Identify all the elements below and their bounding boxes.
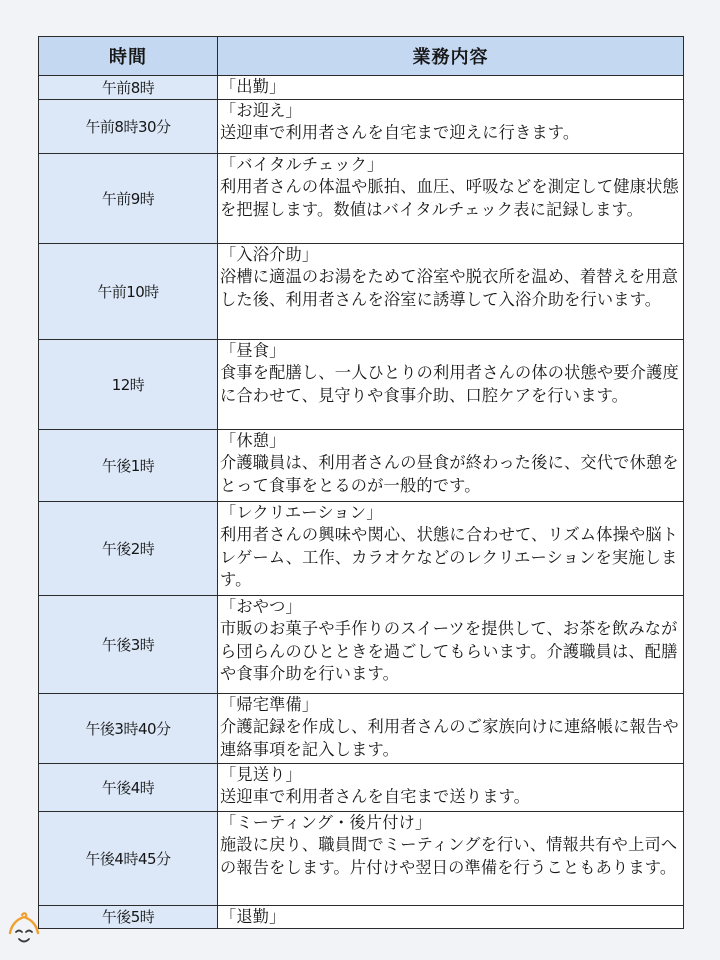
row-time: 午前9時 xyxy=(39,153,218,243)
row-task xyxy=(218,153,684,243)
task-title: 「退勤」 xyxy=(220,906,286,926)
task-description: 送迎車で利用者さんを自宅まで送ります。 xyxy=(220,787,531,806)
row-time: 午前8時30分 xyxy=(39,99,218,153)
row-task xyxy=(218,243,684,339)
row-time: 午後1時 xyxy=(39,429,218,501)
daily-schedule-table xyxy=(38,36,684,929)
mascot-right-eye xyxy=(26,931,32,933)
row-task xyxy=(218,763,684,811)
row-time: 午後2時 xyxy=(39,501,218,595)
table-row xyxy=(39,763,684,811)
row-time: 午後5時 xyxy=(39,905,218,929)
table-row xyxy=(39,429,684,501)
row-task xyxy=(218,76,684,100)
task-title: 「ミーティング・後片付け」 xyxy=(220,812,432,832)
row-time: 午後3時40分 xyxy=(39,693,218,763)
task-title: 「バイタルチェック」 xyxy=(220,154,384,174)
mascot-left-eye xyxy=(16,931,22,933)
task-title: 「入浴介助」 xyxy=(220,244,319,264)
row-task xyxy=(218,339,684,429)
task-title: 「見送り」 xyxy=(220,764,302,784)
task-title: 「休憩」 xyxy=(220,430,286,450)
task-description: 利用者さんの興味や関心、状態に合わせて、リズム体操や脳トレゲーム、工作、カラオケなどのレクリエーションを実施します。 xyxy=(220,525,679,589)
row-time: 午前8時 xyxy=(39,76,218,100)
header-task: 業務内容 xyxy=(218,37,684,76)
row-task xyxy=(218,595,684,693)
row-task xyxy=(218,693,684,763)
task-description: 介護職員は、利用者さんの昼食が終わった後に、交代で休憩をとって食事をとるのが一般的です。 xyxy=(220,453,679,495)
row-task xyxy=(218,99,684,153)
table-row xyxy=(39,99,684,153)
table-row xyxy=(39,76,684,100)
row-time: 午後3時 xyxy=(39,595,218,693)
table-row xyxy=(39,339,684,429)
table-row xyxy=(39,501,684,595)
task-title: 「出勤」 xyxy=(220,77,286,96)
task-description: 介護記録を作成し、利用者さんのご家族向けに連絡帳に報告や連絡事項を記入します。 xyxy=(220,717,679,759)
table-row xyxy=(39,811,684,905)
task-description: 送迎車で利用者さんを自宅まで迎えに行きます。 xyxy=(220,123,580,142)
task-title: 「お迎え」 xyxy=(220,100,302,120)
table-row xyxy=(39,243,684,339)
task-description: 市販のお菓子や手作りのスイーツを提供して、お茶を飲みながら団らんのひとときを過ごしてもらいます。介護職員は、配膳や食事介助を行います。 xyxy=(220,619,678,683)
row-time: 午後4時45分 xyxy=(39,811,218,905)
row-time: 午後4時 xyxy=(39,763,218,811)
row-time: 12時 xyxy=(39,339,218,429)
header-time: 時間 xyxy=(39,37,218,76)
table-row xyxy=(39,595,684,693)
table-row xyxy=(39,693,684,763)
task-description: 食事を配膳し、一人ひとりの利用者さんの体の状態や要介護度に合わせて、見守りや食事介助、口腔ケアを行います。 xyxy=(220,363,679,405)
task-title: 「昼食」 xyxy=(220,340,286,360)
task-description: 利用者さんの体温や脈拍、血圧、呼吸などを測定して健康状態を把握します。数値はバイタルチェック表に記録します。 xyxy=(220,177,679,219)
table-row xyxy=(39,153,684,243)
task-description: 浴槽に適温のお湯をためて浴室や脱衣所を温め、着替えを用意した後、利用者さんを浴室に誘導して入浴介助を行います。 xyxy=(220,267,679,309)
table-header-row xyxy=(39,37,684,76)
row-task xyxy=(218,811,684,905)
row-task xyxy=(218,429,684,501)
mascot-mouth xyxy=(19,939,29,942)
schedule-sheet xyxy=(38,36,683,929)
task-title: 「帰宅準備」 xyxy=(220,694,319,714)
smiling-character-icon xyxy=(4,911,44,951)
row-task xyxy=(218,501,684,595)
row-task xyxy=(218,905,684,929)
row-time: 午前10時 xyxy=(39,243,218,339)
table-row xyxy=(39,905,684,929)
task-title: 「おやつ」 xyxy=(220,596,302,616)
task-title: 「レクリエーション」 xyxy=(220,502,383,522)
mascot-head-outline xyxy=(10,917,38,933)
task-description: 施設に戻り、職員間でミーティングを行い、情報共有や上司への報告をします。片付けや翌日の準備を行うこともあります。 xyxy=(220,835,678,877)
